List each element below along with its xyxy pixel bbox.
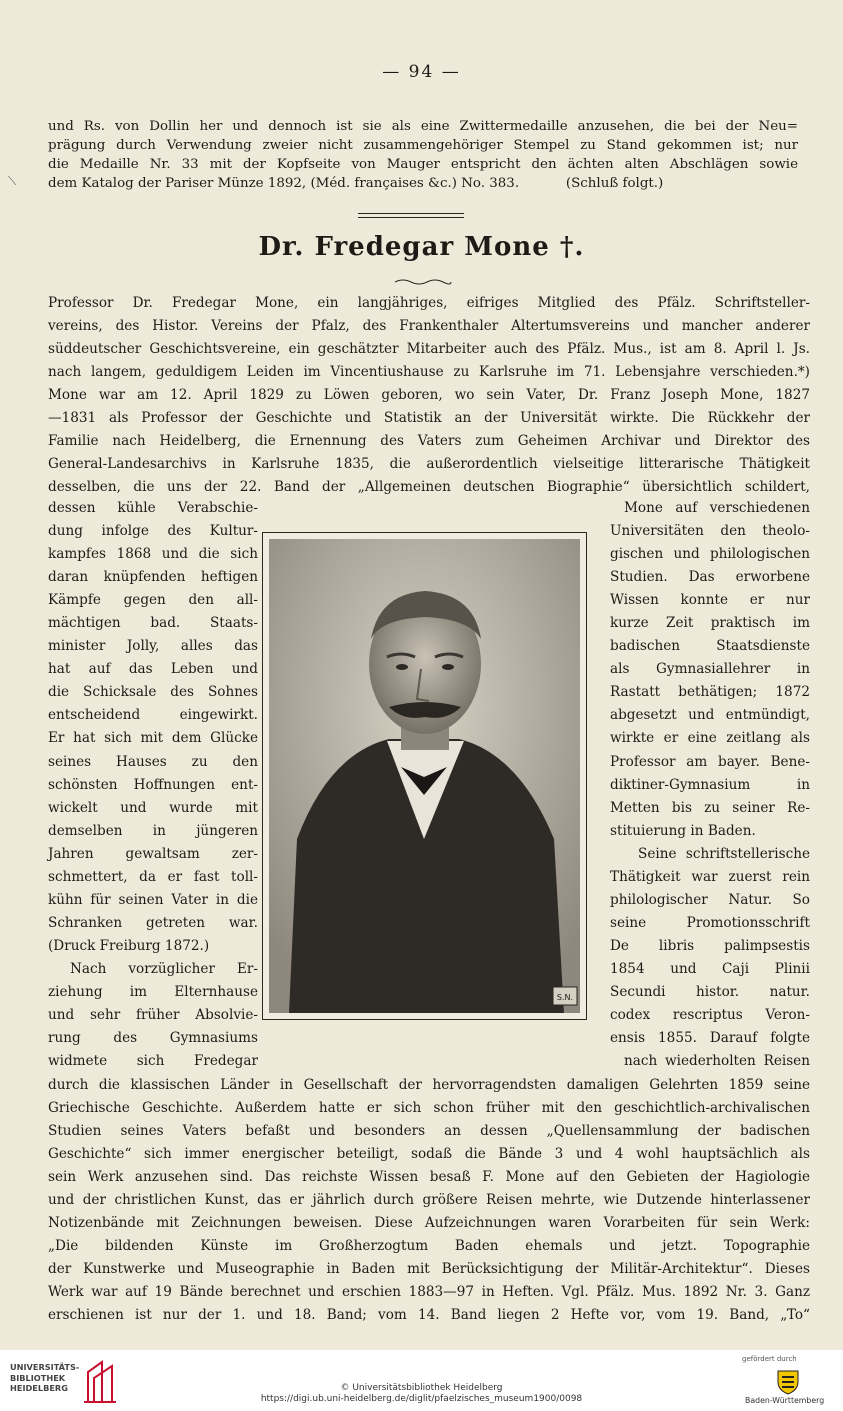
left-column-line: Er hat sich mit dem Glücke <box>48 730 258 747</box>
permalink[interactable]: https://digi.ub.uni-heidelberg.de/diglit/pfaelzisches_museum1900/0098 <box>260 1394 583 1404</box>
right-column-line: als Gymnasiallehrer in <box>610 661 810 678</box>
right-column-line: Wissen konnte er nur <box>610 592 810 609</box>
article-bottom-paragraph <box>48 1074 810 1328</box>
left-column-line: daran knüpfenden heftigen <box>48 569 258 586</box>
body-line: Professor Dr. Fredegar Mone, ein langjähriges, eifriges Mitglied des Pfälz. Schriftsteller- <box>48 295 810 311</box>
left-column-line: dessen kühle Verabschie- <box>48 500 258 516</box>
copyright-text: © Universitätsbibliothek Heidelberg <box>340 1383 503 1393</box>
right-column-line: kurze Zeit praktisch im <box>610 615 810 632</box>
body-line: Mone war am 12. April 1829 zu Löwen geboren, wo sein Vater, Dr. Franz Joseph Mone, 1827 <box>48 387 810 404</box>
left-column-line: minister Jolly, alles das <box>48 638 258 655</box>
body-line: —1831 als Professor der Geschichte und Statistik an der Universität wirkte. Die Rückkehr der <box>48 410 810 427</box>
body-line: „Die bildenden Künste im Großherzogtum Baden ehemals und jetzt. Topographie <box>48 1238 810 1255</box>
body-line: durch die klassischen Länder in Gesellschaft der hervorragendsten damaligen Gelehrten 1859 seine <box>48 1077 810 1093</box>
right-column <box>610 497 810 1073</box>
body-line: nach langem, geduldigem Leiden im Vincentiushause zu Karlsruhe im 71. Lebensjahre verschieden.*) <box>48 364 810 381</box>
copyright-notice <box>0 1383 843 1405</box>
right-column-line: Seine schriftstellerische <box>638 845 810 862</box>
library-name-line: HEIDELBERG <box>10 1383 68 1393</box>
right-column-line: De libris palimpsestis <box>610 937 810 954</box>
portrait-caption: S.N. <box>556 993 574 1002</box>
left-column-line: Jahren gewaltsam zer- <box>48 845 258 862</box>
right-column-line: badischen Staatsdienste <box>610 638 810 655</box>
margin-mark: ⟍ <box>8 174 17 188</box>
left-column-line: und sehr früher Absolvie- <box>48 1007 258 1024</box>
left-column-line: schönsten Hoffnungen ent- <box>48 776 258 793</box>
body-line: General-Landesarchivs in Karlsruhe 1835, die außerordentlich vielseitige litterarische Thätigkeit <box>48 456 810 473</box>
left-column-line: Schranken getreten war. <box>48 914 258 931</box>
left-column-line: kampfes 1868 und die sich <box>48 546 258 563</box>
body-line: Griechische Geschichte. Außerdem hatte er sich schon früher mit den geschichtlich-archivalischen <box>48 1100 810 1117</box>
library-name-line: UNIVERSITÄTS- <box>10 1362 80 1372</box>
intro-line: die Medaille Nr. 33 mit der Kopfseite von Mauger entspricht den ächten alten Abschlägen sowie <box>48 157 798 172</box>
right-column-line: gischen und philologischen <box>610 546 810 563</box>
right-column-line: Universitäten den theolo- <box>610 523 810 540</box>
left-column-line: (Druck Freiburg 1872.) <box>48 937 210 954</box>
left-column-line: schmettert, da er fast toll- <box>48 868 258 885</box>
body-line: Familie nach Heidelberg, die Ernennung des Vaters zum Geheimen Archivar und Direktor des <box>48 433 810 450</box>
right-column-line: Professor am bayer. Bene- <box>610 753 810 770</box>
body-line: Werk war auf 19 Bände berechnet und erschien 1883—97 in Heften. Vgl. Pfälz. Mus. 1892 Nr. 3. Ganz <box>48 1284 810 1301</box>
right-column-line: Metten bis zu seiner Re- <box>610 799 810 816</box>
portrait-photo <box>262 532 587 1020</box>
left-column <box>48 497 258 1073</box>
body-line: süddeutscher Geschichtsvereine, ein geschätzter Mitarbeiter auch des Pfälz. Mus., ist am 8. April l. Js. <box>48 341 810 358</box>
left-column-line: dung infolge des Kultur- <box>48 523 258 540</box>
page-number: — 94 — <box>382 62 461 82</box>
right-column-line: Secundi histor. natur. <box>610 983 810 1000</box>
right-column-line: seine Promotionsschrift <box>610 914 810 931</box>
right-column-line: philologischer Natur. So <box>610 891 810 908</box>
right-column-line: 1854 und Caji Plinii <box>610 960 810 977</box>
right-column-line: Thätigkeit war zuerst rein <box>610 868 810 885</box>
article-top-paragraph <box>48 292 810 499</box>
library-name-line: BIBLIOTHEK <box>10 1372 66 1383</box>
body-line: und der christlichen Kunst, das er jährlich durch größere Reisen mehrte, wie Dutzende hinterlassener <box>48 1192 810 1209</box>
ornament-icon <box>393 277 453 287</box>
intro-line: prägung durch Verwendung zweier nicht zusammengehöriger Stempel zu Stand gekommen ist; nur <box>48 138 798 153</box>
body-line: vereins, des Histor. Vereins der Pfalz, des Frankenthaler Altertumsvereins und mancher anderer <box>48 318 810 335</box>
right-column-line: Rastatt bethätigen; 1872 <box>610 684 810 701</box>
left-column-line: wickelt und wurde mit <box>48 799 258 816</box>
right-column-line: abgesetzt und entmündigt, <box>610 707 810 724</box>
right-column-line: codex rescriptus Veron- <box>610 1007 810 1024</box>
body-line: Studien seines Vaters befaßt und besonders an dessen „Quellensammlung der badischen <box>48 1123 810 1140</box>
left-column-line: die Schicksale des Sohnes <box>48 684 258 701</box>
left-column-line: demselben in jüngeren <box>48 822 258 839</box>
right-column-line: nach wiederholten Reisen <box>624 1053 810 1070</box>
intro-paragraph <box>48 117 798 193</box>
left-column-line: widmete sich Fredegar <box>48 1053 258 1070</box>
right-column-line: wirkte er eine zeitlang als <box>610 730 810 747</box>
right-column-line: ensis 1855. Darauf folgte <box>610 1030 810 1047</box>
left-column-line: hat auf das Leben und <box>48 661 258 678</box>
separator-rule <box>358 213 464 214</box>
intro-line: dem Katalog der Pariser Münze 1892, (Méd. françaises &c.) No. 383. (Schluß folgt.) <box>48 176 664 191</box>
left-column-line: mächtigen bad. Staats- <box>48 615 258 632</box>
right-column-line: Mone auf verschiedenen <box>624 500 810 516</box>
left-column-line: ziehung im Elternhause <box>48 983 258 1000</box>
footer-bar <box>0 1350 843 1411</box>
right-column-line: stituierung in Baden. <box>610 822 756 839</box>
body-line: erschienen ist nur der 1. und 18. Band; vom 14. Band liegen 2 Hefte vor, vom 19. Band, „To“ <box>48 1307 810 1324</box>
intro-line: und Rs. von Dollin her und dennoch ist sie als eine Zwittermedaille anzusehen, die bei der Neu= <box>48 119 798 134</box>
right-column-line: Studien. Das erworbene <box>610 569 810 586</box>
left-column-line: rung des Gymnasiums <box>48 1030 258 1047</box>
baden-wuerttemberg-crest-icon <box>775 1368 801 1395</box>
left-column-line: Kämpfe gegen den all- <box>48 592 258 609</box>
body-line: der Kunstwerke und Museographie in Baden mit Berücksichtigung der Militär-Architektur“. Dieses <box>48 1261 810 1278</box>
left-column-line: Nach vorzüglicher Er- <box>70 960 258 977</box>
funded-by-label: gefördert durch <box>742 1355 797 1363</box>
article-title: Dr. Fredegar Mone †. <box>258 232 585 262</box>
body-line: Geschichte“ sich immer energischer beteiligt, sodaß die Bände 3 und 4 wohl hauptsächlich als <box>48 1146 810 1163</box>
left-column-line: kühn für seinen Vater in die <box>48 891 258 908</box>
left-column-line: seines Hauses zu den <box>48 753 258 770</box>
body-line: Notizenbände mit Zeichnungen beweisen. Diese Aufzeichnungen waren Vorarbeiten für sein Werk: <box>48 1215 810 1232</box>
body-line: desselben, die uns der 22. Band der „Allgemeinen deutschen Biographie“ übersichtlich schildert, <box>48 479 810 496</box>
portrait-image <box>269 539 580 1013</box>
right-column-line: diktiner-Gymnasium in <box>610 776 810 793</box>
separator-rule <box>358 217 464 218</box>
body-line: sein Werk anzusehen sind. Das reichste Wissen besaß F. Mone auf den Gebieten der Hagiologie <box>48 1169 810 1186</box>
funder-name: Baden-Württemberg <box>745 1396 825 1405</box>
left-column-line: entscheidend eingewirkt. <box>48 707 258 724</box>
